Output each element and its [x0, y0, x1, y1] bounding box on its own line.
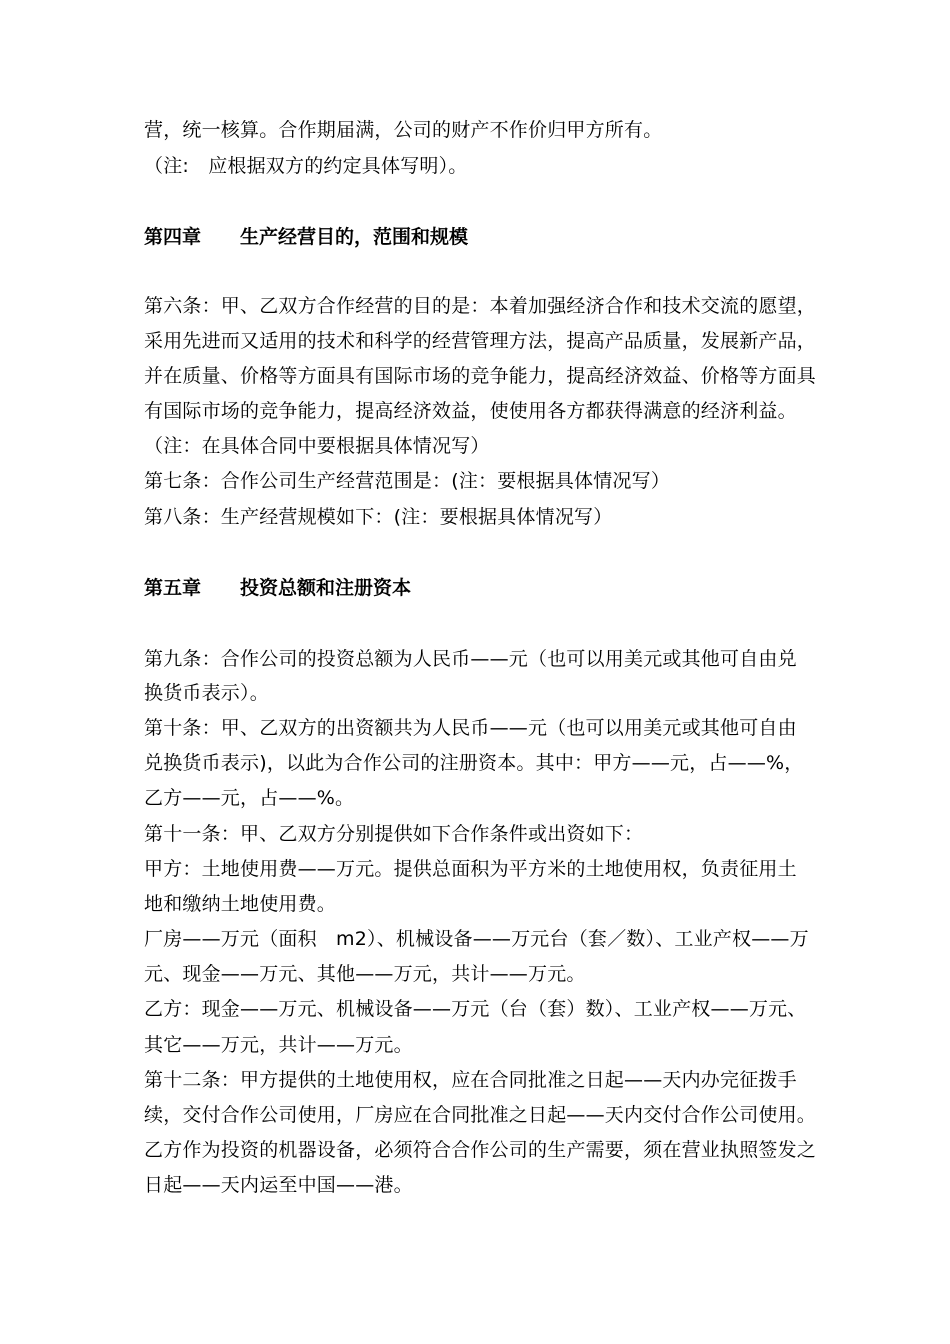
- chapter-title: 生产经营目的，范围和规模: [240, 226, 469, 248]
- text-line: 续，交付合作公司使用，厂房应在合同批准之日起——天内交付合作公司使用。: [144, 1104, 817, 1126]
- text-line: 第七条：合作公司生产经营范围是：(注：要根据具体情况写）: [144, 470, 671, 492]
- chapter-title: 投资总额和注册资本: [240, 577, 412, 599]
- text-line: （注: 应根据双方的约定具体写明）。: [144, 155, 468, 177]
- text-line: 第十条：甲、乙双方的出资额共为人民币——元（也可以用美元或其他可自由: [144, 717, 797, 739]
- text-line: 其它——万元，共计——万元。: [144, 1034, 413, 1056]
- text-line: 第六条：甲、乙双方合作经营的目的是：本着加强经济合作和技术交流的愿望，: [144, 295, 817, 317]
- text-line: 第十二条：甲方提供的土地使用权，应在合同批准之日起——天内办完征拨手: [144, 1069, 797, 1091]
- text-line: 有国际市场的竞争能力，提高经济效益，使使用各方都获得满意的经济利益。: [144, 400, 797, 422]
- text-line: 乙方作为投资的机器设备，必须符合合作公司的生产需要，须在营业执照签发之: [144, 1139, 817, 1161]
- text-line: 甲方：土地使用费——万元。提供总面积为平方米的土地使用权，负责征用土: [144, 858, 797, 880]
- text-line: 第九条：合作公司的投资总额为人民币——元（也可以用美元或其他可自由兑: [144, 648, 797, 670]
- text-line: 日起——天内运至中国——港。: [144, 1174, 413, 1196]
- text-line: 乙方：现金——万元、机械设备——万元（台（套）数）、工业产权——万元、: [144, 998, 807, 1020]
- chapter-number: 第四章: [144, 226, 202, 248]
- text-line: 营，统一核算。合作期届满，公司的财产不作价归甲方所有。: [144, 119, 663, 141]
- text-line: 采用先进而又适用的技术和科学的经营管理方法，提高产品质量，发展新产品，: [144, 330, 817, 352]
- text-line: 第八条：生产经营规模如下：(注：要根据具体情况写）: [144, 506, 613, 528]
- text-line: 厂房——万元（面积 m2）、机械设备——万元台（套／数）、工业产权——万: [144, 928, 809, 950]
- text-line: 元、现金——万元、其他——万元，共计——万元。: [144, 963, 586, 985]
- chapter-heading: [144, 574, 411, 602]
- text-line: 兑换货币表示)，以此为合作公司的注册资本。其中：甲方——元，占——%，: [144, 752, 804, 774]
- text-line: 乙方——元，占——%。: [144, 787, 355, 809]
- chapter-number: 第五章: [144, 577, 202, 599]
- chapter-heading: [144, 223, 468, 251]
- text-line: （注：在具体合同中要根据具体情况写）: [144, 435, 490, 457]
- text-line: 换货币表示）。: [144, 682, 269, 704]
- text-line: 第十一条：甲、乙双方分别提供如下合作条件或出资如下：: [144, 823, 644, 845]
- text-line: 并在质量、价格等方面具有国际市场的竞争能力，提高经济效益、价格等方面具: [144, 365, 817, 387]
- text-line: 地和缴纳土地使用费。: [144, 893, 337, 915]
